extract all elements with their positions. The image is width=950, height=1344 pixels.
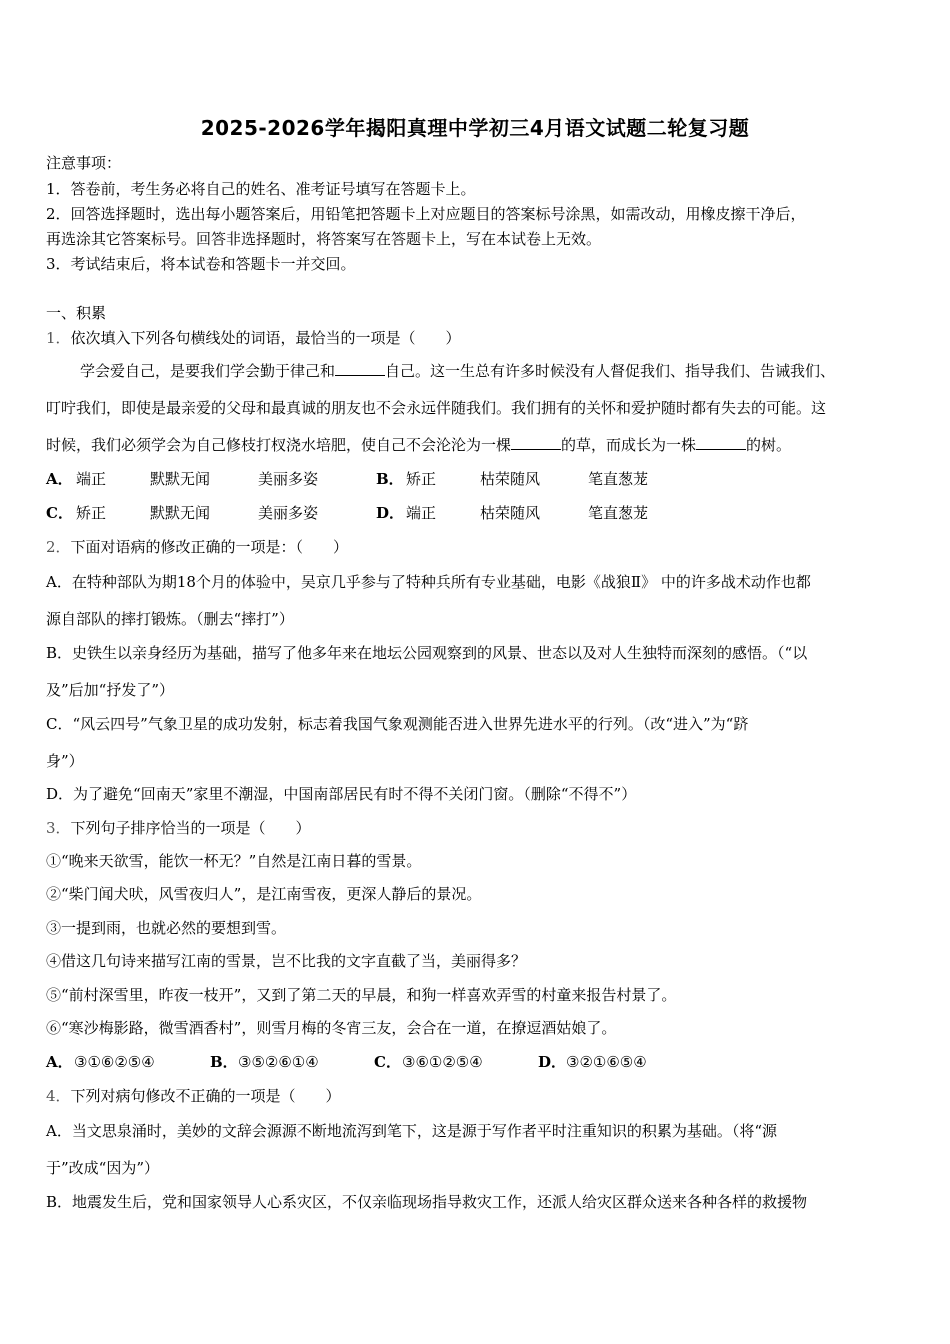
blank-1 [335, 361, 385, 376]
notice-item-2: 2．回答选择题时，选出每小题答案后，用铅笔把答题卡上对应题目的答案标号涂黑，如需改动，用橡皮擦干净后， [46, 205, 806, 223]
question-stem: 下面对语病的修改正确的一项是：（ ） [70, 538, 349, 556]
option-value: ③②①⑥⑤④ [566, 1053, 647, 1071]
question-1 [46, 327, 461, 348]
page-title: 2025-2026学年揭阳真理中学初三4月语文试题二轮复习题 [200, 116, 750, 140]
option-value: ③①⑥②⑤④ [74, 1053, 155, 1071]
q2-line-a-cont: 源自部队的摔打锻炼。（删去“摔打”） [46, 610, 294, 628]
option-label: B． [376, 470, 404, 488]
question-4 [46, 1085, 341, 1106]
option-word: 笔直葱茏 [588, 504, 649, 522]
q2-line-a: A．在特种部队为期18个月的体验中，吴京几乎参与了特种兵所有专业基础，电影《战狼Ⅱ》 中的许多战术动作也都 [46, 573, 811, 591]
q3-sentence-6: ⑥“寒沙梅影路，微雪酒香村”，则雪月梅的冬宵三友，会合在一道，在撩逗酒姑娘了。 [46, 1019, 617, 1037]
option-word: 美丽多姿 [258, 470, 319, 488]
question-3 [46, 817, 311, 838]
notice-item-3: 3．考试结束后，将本试卷和答题卡一并交回。 [46, 255, 356, 273]
q2-line-c: C．“风云四号”气象卫星的成功发射，标志着我国气象观测能否进入世界先进水平的行列。（改“进入”为“跻 [46, 715, 749, 733]
option-word: 端正 [406, 504, 437, 522]
passage-line-1 [80, 360, 835, 381]
q2-line-b: B．史铁生以亲身经历为基础，描写了他多年来在地坛公园观察到的风景、世态以及对人生独特而深刻的感悟。（“以 [46, 644, 808, 662]
question-number: 2． [46, 538, 71, 556]
option-label: D． [538, 1053, 567, 1071]
q4-line-a-cont: 于”改成“因为”） [46, 1159, 160, 1177]
section-heading: 一、积累 [46, 304, 107, 322]
option-value: ③⑥①②⑤④ [402, 1053, 483, 1071]
passage-text: 时候，我们必须学会为自己修枝打杈浇水培肥，使自己不会沦沦为一棵 [46, 436, 512, 454]
option-word: 枯荣随风 [480, 504, 541, 522]
option-word: 端正 [76, 470, 107, 488]
passage-text: 学会爱自己，是要我们学会勤于律己和 [80, 362, 336, 380]
option-word: 美丽多姿 [258, 504, 319, 522]
q2-line-d: D．为了避免“回南天”家里不潮湿，中国南部居民有时不得不关闭门窗。（删除“不得不”） [46, 785, 637, 803]
option-word: 默默无闻 [150, 504, 211, 522]
option-word: 矫正 [406, 470, 437, 488]
option-label: C． [374, 1053, 401, 1071]
option-value: ③⑤②⑥①④ [238, 1053, 319, 1071]
q1-options-row-2 [46, 502, 648, 523]
q3-sentence-5: ⑤“前村深雪里，昨夜一枝开”，又到了第二天的早晨，和狗一样喜欢弄雪的村童来报告村景了。 [46, 986, 677, 1004]
q4-line-a: A．当文思泉涌时，美妙的文辞会源源不断地流泻到笔下，这是源于写作者平时注重知识的积累为基础。（将“源 [46, 1122, 778, 1140]
passage-text: 的草，而成长为一株 [561, 436, 697, 454]
q3-sentence-3: ③一提到雨，也就必然的要想到雪。 [46, 919, 287, 937]
q3-sentence-4: ④借这几句诗来描写江南的雪景，岂不比我的文字直截了当，美丽得多？ [46, 952, 527, 970]
option-label: B． [210, 1053, 238, 1071]
option-label: A． [46, 470, 73, 488]
notice-item-1: 1．答卷前，考生务必将自己的姓名、准考证号填写在答题卡上。 [46, 180, 476, 198]
question-stem: 下列对病句修改不正确的一项是（ ） [70, 1087, 341, 1105]
passage-text: 自己。这一生总有许多时候没有人督促我们、指导我们、告诫我们、 [385, 362, 836, 380]
option-word: 矫正 [76, 504, 107, 522]
passage-text: 的树。 [746, 436, 792, 454]
q3-options [46, 1051, 647, 1072]
q3-sentence-1: ①“晚来天欲雪，能饮一杯无？”自然是江南日暮的雪景。 [46, 852, 422, 870]
q3-sentence-2: ②“柴门闻犬吠，风雪夜归人”，是江南雪夜，更深人静后的景况。 [46, 885, 482, 903]
question-2 [46, 536, 348, 557]
blank-2 [511, 435, 561, 450]
option-word: 枯荣随风 [480, 470, 541, 488]
question-number: 1． [46, 329, 71, 347]
question-stem: 依次填入下列各句横线处的词语，最恰当的一项是（ ） [70, 329, 461, 347]
q1-options-row-1 [46, 468, 648, 489]
notice-heading: 注意事项： [46, 154, 122, 172]
q4-line-b: B．地震发生后，党和国家领导人心系灾区，不仅亲临现场指导救灾工作，还派人给灾区群众送来各种各样的救援物 [46, 1193, 808, 1211]
question-number: 4． [46, 1087, 71, 1105]
option-word: 笔直葱茏 [588, 470, 649, 488]
question-number: 3． [46, 819, 71, 837]
blank-3 [696, 435, 746, 450]
option-label: C． [46, 504, 73, 522]
q2-line-b-cont: 及”后加“抒发了”） [46, 681, 175, 699]
passage-line-2: 叮咛我们，即使是最亲爱的父母和最真诚的朋友也不会永远伴随我们。我们拥有的关怀和爱护随时都有失去的可能。这 [46, 399, 827, 417]
question-stem: 下列句子排序恰当的一项是（ ） [70, 819, 311, 837]
option-word: 默默无闻 [150, 470, 211, 488]
passage-line-3 [46, 434, 791, 455]
option-label: D． [376, 504, 405, 522]
option-label: A． [46, 1053, 73, 1071]
notice-item-2-cont: 再选涂其它答案标号。回答非选择题时，将答案写在答题卡上，写在本试卷上无效。 [46, 230, 602, 248]
q2-line-c-cont: 身”） [46, 752, 84, 770]
